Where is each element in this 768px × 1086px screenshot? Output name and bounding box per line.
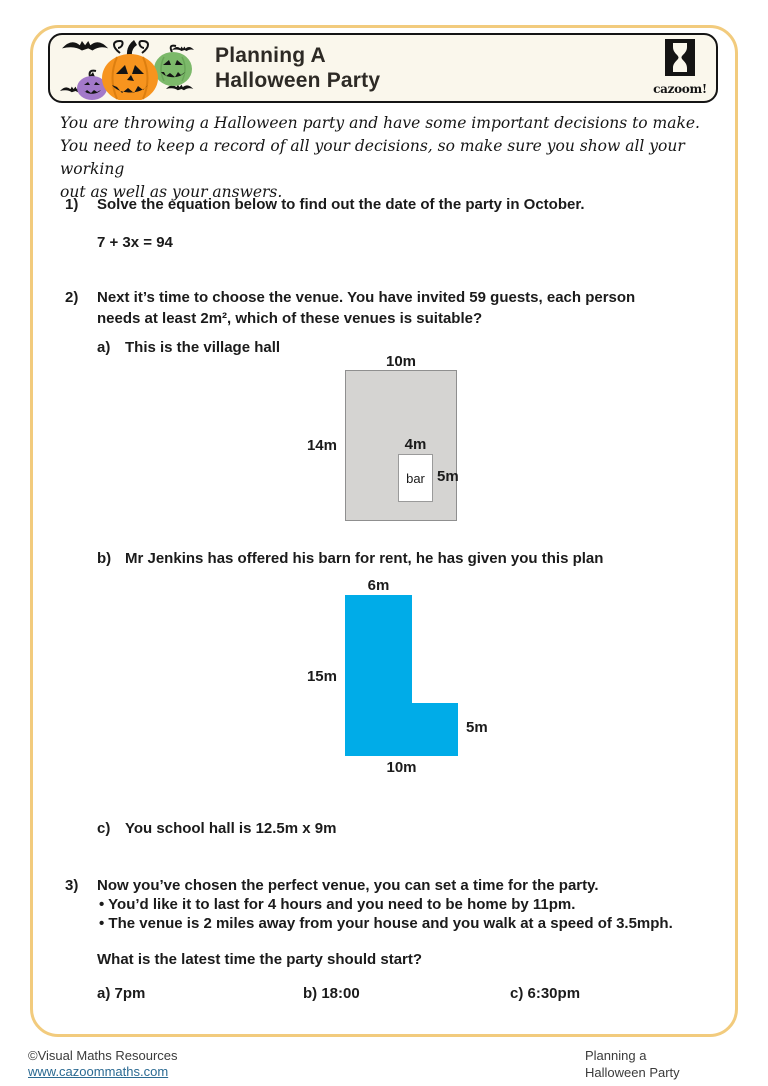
q2b-text: Mr Jenkins has offered his barn for rent, he has given you this plan — [125, 550, 604, 567]
hall-height-label: 14m — [306, 437, 337, 454]
bar-height-label: 5m — [437, 468, 459, 485]
q3-bullet-2: • The venue is 2 miles away from your house and you walk at a speed of 3.5mph. — [99, 915, 673, 932]
barn-diagram-vertical — [345, 595, 412, 756]
q2-number: 2) — [65, 289, 79, 306]
intro-line-1: You are throwing a Halloween party and have some important decisions to make. — [60, 114, 700, 132]
barn-diagram-horizontal — [412, 703, 458, 756]
q2-text-line1: Next it’s time to choose the venue. You have invited 59 guests, each person — [97, 289, 636, 306]
hall-width-label: 10m — [385, 353, 417, 370]
q2-text-line2: needs at least 2m², which of these venues is suitable? — [97, 310, 483, 327]
cazoom-logo-text: cazoom! — [653, 82, 707, 96]
intro-line-2: You need to keep a record of all your decisions, so make sure you show all your working — [60, 137, 685, 178]
cazoom-logo-icon — [665, 39, 695, 76]
footer-copyright: ©Visual Maths Resources — [28, 1048, 178, 1063]
q3-question: What is the latest time the party should start? — [97, 951, 423, 968]
q3-answer-a: a) 7pm — [97, 985, 146, 1002]
worksheet-title-line1: Planning A — [215, 44, 326, 67]
q2b-label: b) — [97, 550, 112, 567]
q3-bullet-1: • You’d like it to last for 4 hours and you need to be home by 11pm. — [99, 896, 576, 913]
footer-link[interactable]: www.cazoommaths.com — [28, 1064, 169, 1079]
footer-doc-title-line1: Planning a — [585, 1048, 647, 1063]
intro-paragraph — [60, 112, 710, 204]
footer-doc-title — [585, 1047, 680, 1081]
q3-answer-b: b) 18:00 — [303, 985, 360, 1002]
q1-equation: 7 + 3x = 94 — [97, 234, 173, 251]
q2a-text: This is the village hall — [125, 339, 281, 356]
q2c-label: c) — [97, 820, 111, 837]
cazoom-logo — [650, 39, 710, 96]
bar-width-label: 4m — [404, 436, 427, 453]
q2a-label: a) — [97, 339, 111, 356]
barn-top-label: 6m — [367, 577, 390, 594]
bar-area — [398, 454, 433, 502]
q2c-text: You school hall is 12.5m x 9m — [125, 820, 337, 837]
q1-text: Solve the equation below to find out the date of the party in October. — [97, 196, 585, 213]
worksheet-title-line2: Halloween Party — [215, 69, 381, 92]
worksheet-title — [215, 43, 380, 93]
footer-doc-title-line2: Halloween Party — [585, 1065, 680, 1080]
barn-right-label: 5m — [466, 719, 488, 736]
barn-left-label: 15m — [306, 668, 337, 685]
barn-bottom-label: 10m — [386, 759, 417, 776]
q3-text: Now you’ve chosen the perfect venue, you can set a time for the party. — [97, 877, 599, 894]
q1-number: 1) — [65, 196, 79, 213]
intro-line-3: out as well as your answers. — [60, 183, 283, 201]
q3-number: 3) — [65, 877, 79, 894]
q3-answer-c: c) 6:30pm — [510, 985, 581, 1002]
halloween-clipart-icon — [56, 36, 204, 100]
bar-text: bar — [406, 470, 425, 486]
